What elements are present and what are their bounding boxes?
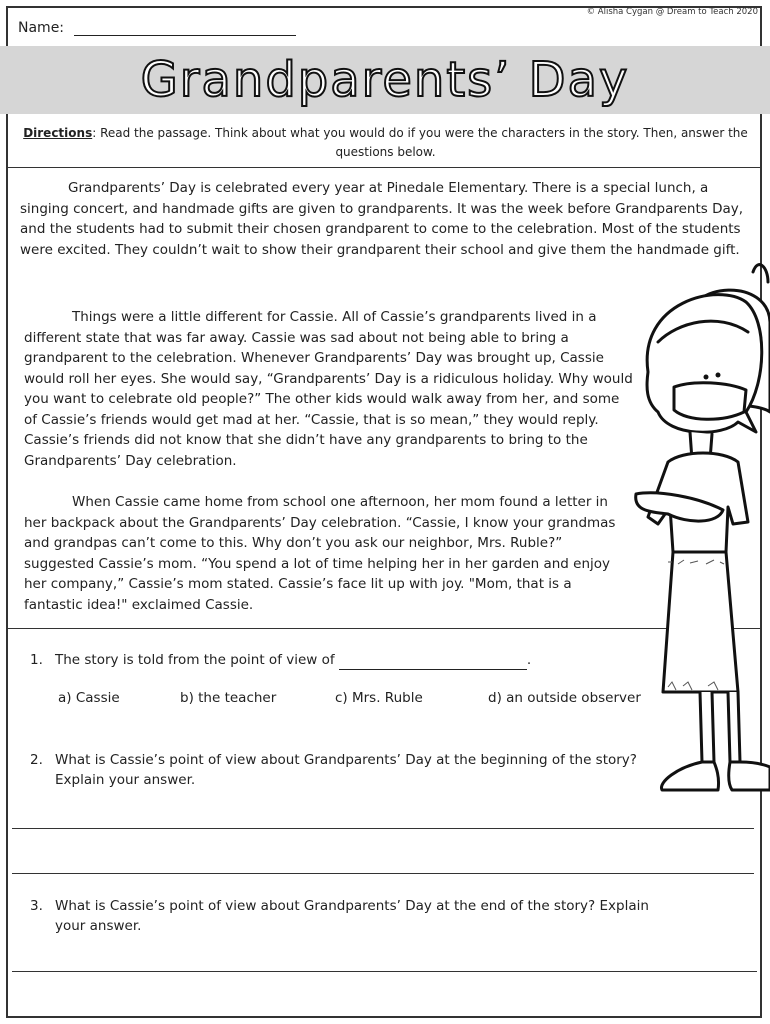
directions-text: : Read the passage. Think about what you would do if you were the characters in the story. Then, answer the questions below.: [92, 126, 748, 159]
passage-paragraph-1: Grandparents’ Day is celebrated every year at Pinedale Elementary. There is a special lunch, a singing concert, and handmade gifts are given to grandparents. It was the week before Grandparents Day, and the students had to submit their chosen grandparent to come to the celebration. Most of the students were excited. They couldn’t wait to show their grandparent their school and give them the handmade gift.: [20, 180, 744, 258]
answer-line-2a[interactable]: [12, 828, 754, 829]
answer-line-2b[interactable]: [12, 873, 754, 874]
question-text: What is Cassie’s point of view about Grandparents’ Day at the end of the story? Explain your answer.: [55, 898, 649, 934]
question-3: 3. What is Cassie’s point of view about Grandparents’ Day at the end of the story? Explain your answer.: [30, 896, 730, 940]
option-a[interactable]: a) Cassie: [58, 690, 120, 706]
directions-label: Directions: [23, 126, 93, 140]
option-d[interactable]: d) an outside observer: [488, 690, 641, 706]
name-label: Name:: [18, 20, 65, 36]
question-2: 2. What is Cassie’s point of view about Grandparents’ Day at the beginning of the story? Explain your answer.: [30, 750, 640, 794]
answer-blank[interactable]: [339, 655, 527, 670]
copyright-notice: © Alisha Cygan @ Dream to Teach 2020: [586, 7, 758, 17]
name-field[interactable]: [74, 21, 296, 36]
passage-paragraph-2: Things were a little different for Cassie. All of Cassie’s grandparents lived in a different state that was far away. Cassie was sad about not being able to bring a grandparent to the celebration. Whenever Grandparents’ Day was brought up, Cassie would roll her eyes. She would say, “Grandparents’ Day is a ridiculous holiday. Why would you want to celebrate old people?” The other kids would walk away from her, and some of Cassie’s friends would get mad at her. “Cassie, that is so mean,” they would reply. Cassie’s friends did not know that she didn’t have any grandparents to bring to the Grandparents’ Day celebration.: [24, 309, 633, 469]
directions-divider: [8, 167, 762, 168]
page-title: Grandparents’ Day: [140, 52, 630, 108]
name-row: [18, 20, 296, 36]
directions: [18, 124, 753, 162]
cassie-illustration: [628, 262, 770, 794]
option-c[interactable]: c) Mrs. Ruble: [335, 690, 423, 706]
answer-line-3[interactable]: [12, 971, 757, 972]
question-number: 1.: [30, 652, 43, 668]
option-b[interactable]: b) the teacher: [180, 690, 277, 706]
passage-paragraph-3: When Cassie came home from school one afternoon, her mom found a letter in her backpack about the Grandparents’ Day celebration. “Cassie, I know your grandmas and grandpas can’t come to this. Why don’t you ask our neighbor, Mrs. Ruble?” suggested Cassie’s mom. “You spend a lot of time helping her in her garden and enjoy her company,” Cassie’s mom stated. Cassie’s face lit up with joy. "Mom, that is a fantastic idea!" exclaimed Cassie.: [24, 494, 616, 613]
question-text: What is Cassie’s point of view about Grandparents’ Day at the beginning of the story? Explain your answer.: [55, 752, 637, 788]
question-text: The story is told from the point of view of .: [55, 652, 532, 668]
